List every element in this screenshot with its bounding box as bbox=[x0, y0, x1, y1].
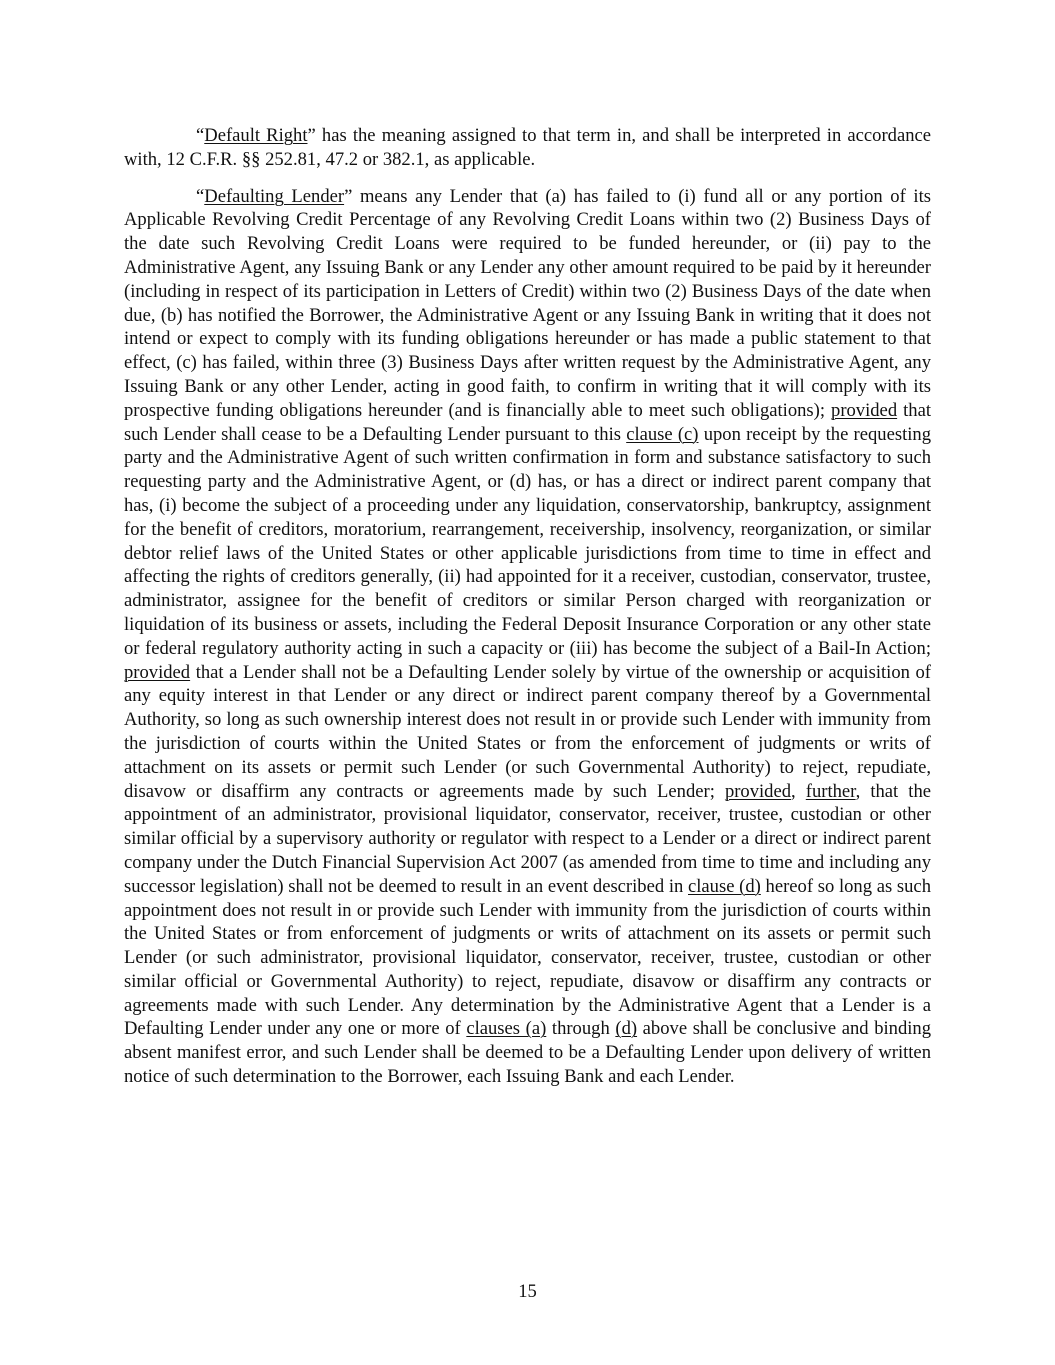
definition-text-5: , bbox=[791, 780, 806, 802]
definition-text: ” has the meaning assigned to that term in, and shall be interpreted in accordance with, 12 C.F.R. §§ 252.81, 47.2 or 382.1, as applicable. bbox=[124, 125, 931, 170]
defined-term-default-right: Default Right bbox=[204, 125, 308, 146]
open-quote: “ bbox=[196, 125, 205, 146]
defined-term-defaulting-lender: Defaulting Lender bbox=[204, 185, 345, 207]
underlined-provided-2: provided bbox=[124, 661, 191, 683]
paragraph-spacer bbox=[124, 172, 931, 185]
definition-defaulting-lender bbox=[124, 185, 931, 1089]
definition-text-8: through bbox=[546, 1018, 616, 1040]
document-body bbox=[124, 124, 931, 1089]
definition-text-7: hereof so long as such appointment does not result in or provide such Lender with immunity from the jurisdiction of courts within the United States or from enforcement of judgments or writs of attachment on its assets or permit such Lender (or such administrator, provisional liquidator, conservator, receiver, trustee, custodian or other similar official or Governmental Authority) to reject, repudiate, disavow or disaffirm any contracts or agreements made with such Lender. Any determination by the Administrative Agent that a Lender is a Defaulting Lender under any one or more of bbox=[124, 875, 931, 1040]
underlined-clause-c: clause (c) bbox=[626, 423, 699, 445]
underlined-clauses-a: clauses (a) bbox=[466, 1018, 547, 1040]
definition-text-4: that a Lender shall not be a Defaulting Lender solely by virtue of the ownership or acquisition of any equity interest in that Lender or any direct or indirect parent company thereof by a Governmental Authority, so long as such ownership interest does not result in or provide such Lender with immunity from the jurisdiction of courts within the United States or from the enforcement of judgments or writs of attachment on its assets or permit such Lender (or such Governmental Authority) to reject, repudiate, disavow or disaffirm any contracts or agreements made by such Lender; bbox=[124, 661, 931, 802]
definition-text-6: , that the appointment of an administrator, provisional liquidator, conservator, receiver, trustee, custodian or other similar official by a supervisory authority or regulator with respect to a Lender or a direct or indirect parent company under the Dutch Financial Supervision Act 2007 (as amended from time to time and including any successor legislation) shall not be deemed to result in an event described in bbox=[124, 780, 932, 897]
definition-text-9: above shall be conclusive and binding absent manifest error, and such Lender shall be deemed to be a Defaulting Lender upon delivery of written notice of such determination to the Borrower, each Issuing Bank and each Lender. bbox=[124, 1018, 932, 1088]
definition-text-1: ” means any Lender that (a) has failed to (i) fund all or any portion of its Applicable Revolving Credit Percentage of any Revolving Credit Loans within two (2) Business Days of the date such Revolving Credit Loans were required to be funded hereunder, or (ii) pay to the Administrative Agent, any Issuing Bank or any Lender any other amount required to be paid by it hereunder (including in respect of its participation in Letters of Credit) within two (2) Business Days of the date when due, (b) has notified the Borrower, the Administrative Agent or any Issuing Bank in writing that it does not intend or expect to comply with its funding obligations hereunder or has made a public statement to that effect, (c) has failed, within three (3) Business Days after written request by the Administrative Agent, any Issuing Bank or any other Lender, acting in good faith, to confirm in writing that it will comply with its prospective funding obligations hereunder (and is financially able to meet such obligations); bbox=[124, 185, 931, 421]
definition-text-3: upon receipt by the requesting party and the Administrative Agent of such written confirmation in form and substance satisfactory to such requesting party and the Administrative Agent, or (d) has, or has a direct or indirect parent company that has, (i) become the subject of a proceeding under any liquidation, conservatorship, bankruptcy, assignment for the benefit of creditors, moratorium, rearrangement, receivership, insolvency, reorganization, or similar debtor relief laws of the United States or other applicable jurisdictions from time to time in effect and affecting the rights of creditors generally, (ii) had appointed for it a receiver, custodian, conservator, trustee, administrator, assignee for the benefit of creditors or similar Person charged with reorganization or liquidation of its business or assets, including the Federal Deposit Insurance Corporation or any other state or federal regulatory authority acting in such a capacity or (iii) has become the subject of a Bail-In Action; bbox=[124, 423, 931, 659]
underlined-further: further bbox=[805, 780, 856, 802]
underlined-clause-d: clause (d) bbox=[688, 875, 761, 897]
page-number: 15 bbox=[518, 1281, 537, 1302]
underlined-provided-1: provided bbox=[831, 399, 898, 421]
definition-default-right bbox=[124, 124, 931, 172]
underlined-d: (d) bbox=[615, 1018, 638, 1040]
open-quote: “ bbox=[196, 185, 205, 207]
underlined-provided-3: provided bbox=[724, 780, 792, 802]
definition-text-2: that such Lender shall cease to be a Defaulting Lender pursuant to this bbox=[124, 399, 931, 445]
